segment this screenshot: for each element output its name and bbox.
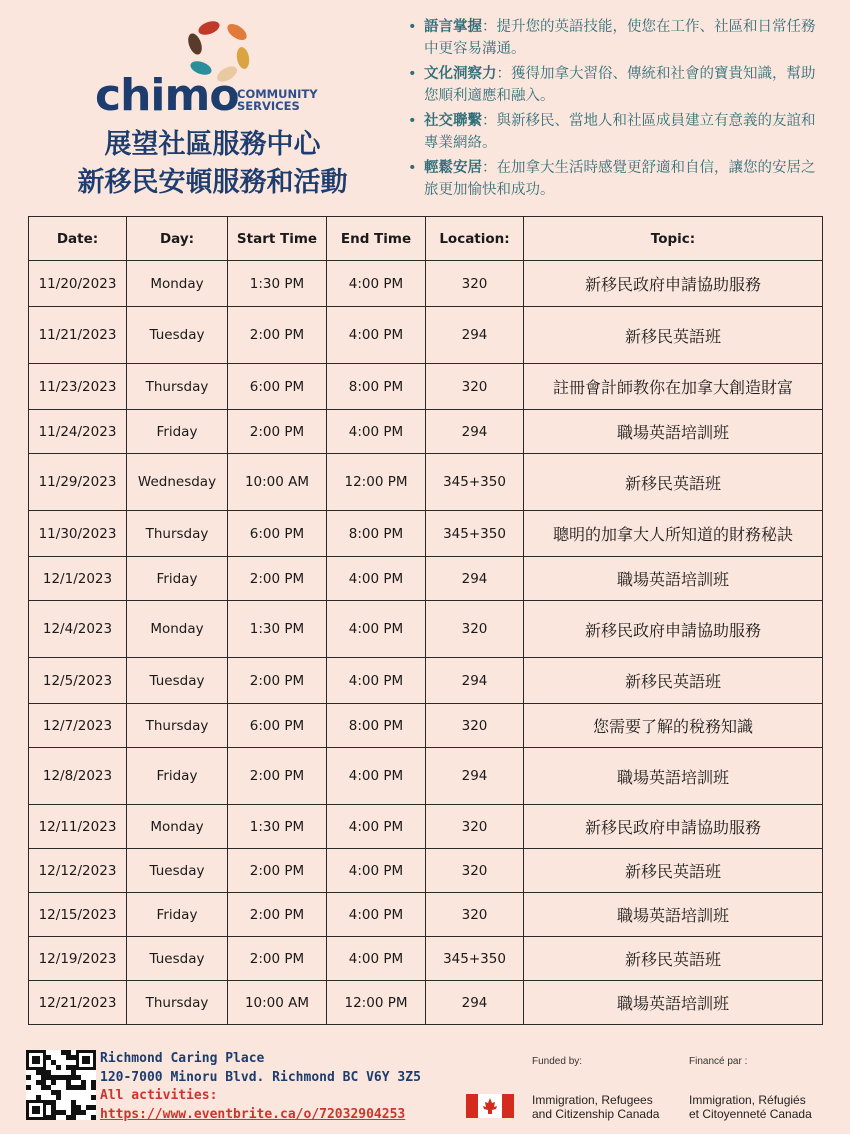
agency-fr-line2: et Citoyenneté Canada xyxy=(689,1107,812,1121)
cell-topic: 職場英語培訓班 xyxy=(524,557,823,601)
funded-by-en: Funded by: xyxy=(532,1056,583,1067)
funded-by-fr: Financé par : xyxy=(689,1056,748,1067)
agency-en-line1: Immigration, Refugees xyxy=(532,1093,653,1107)
cell-location: 320 xyxy=(426,805,524,849)
cell-end-time: 4:00 PM xyxy=(327,748,426,805)
brand-subtitle xyxy=(237,88,347,112)
cell-day: Friday xyxy=(127,748,228,805)
eventbrite-link[interactable]: https://www.eventbrite.ca/o/72032904253 xyxy=(100,1106,406,1122)
cell-day: Thursday xyxy=(127,704,228,748)
brand-name: chimo xyxy=(95,70,239,121)
cell-topic: 新移民英語班 xyxy=(524,849,823,893)
cell-day: Friday xyxy=(127,557,228,601)
cell-topic: 註冊會計師教你在加拿大創造財富 xyxy=(524,364,823,410)
cell-topic: 新移民政府申請協助服務 xyxy=(524,261,823,307)
cell-end-time: 4:00 PM xyxy=(327,307,426,364)
page-title-line1: 展望社區服務中心 xyxy=(104,129,321,160)
header-date: Date: xyxy=(29,217,127,261)
table-row xyxy=(29,849,823,893)
brand-sub-line2: SERVICES xyxy=(237,99,300,113)
agency-name-en xyxy=(532,1093,659,1121)
benefit-text: ：提升您的英語技能，使您在工作、社區和日常任務中更容易溝通。 xyxy=(424,19,816,57)
footer xyxy=(0,1046,850,1134)
cell-start-time: 2:00 PM xyxy=(228,849,327,893)
cell-topic: 職場英語培訓班 xyxy=(524,981,823,1025)
cell-location: 320 xyxy=(426,893,524,937)
cell-end-time: 12:00 PM xyxy=(327,981,426,1025)
cell-end-time: 4:00 PM xyxy=(327,557,426,601)
cell-date: 12/15/2023 xyxy=(29,893,127,937)
cell-start-time: 2:00 PM xyxy=(228,658,327,704)
cell-date: 12/12/2023 xyxy=(29,849,127,893)
benefit-term: 語言掌握 xyxy=(424,19,482,35)
benefit-term: 輕鬆安居 xyxy=(424,160,482,176)
benefit-text: ：與新移民、當地人和社區成員建立有意義的友誼和專業網絡。 xyxy=(424,113,816,151)
cell-start-time: 1:30 PM xyxy=(228,261,327,307)
header-location: Location: xyxy=(426,217,524,261)
table-header-row xyxy=(29,217,823,261)
table-row xyxy=(29,557,823,601)
cell-topic: 新移民英語班 xyxy=(524,937,823,981)
table-row xyxy=(29,893,823,937)
cell-start-time: 2:00 PM xyxy=(228,748,327,805)
cell-end-time: 8:00 PM xyxy=(327,511,426,557)
cell-location: 320 xyxy=(426,704,524,748)
cell-day: Thursday xyxy=(127,364,228,410)
cell-topic: 您需要了解的稅務知識 xyxy=(524,704,823,748)
agency-fr-line1: Immigration, Réfugiés xyxy=(689,1093,806,1107)
cell-topic: 職場英語培訓班 xyxy=(524,748,823,805)
benefit-item xyxy=(408,16,823,60)
cell-day: Tuesday xyxy=(127,307,228,364)
benefit-term: 社交聯繫 xyxy=(424,113,482,129)
header-topic: Topic: xyxy=(524,217,823,261)
cell-start-time: 2:00 PM xyxy=(228,893,327,937)
table-row xyxy=(29,601,823,658)
table-row xyxy=(29,805,823,849)
cell-day: Tuesday xyxy=(127,658,228,704)
cell-end-time: 4:00 PM xyxy=(327,937,426,981)
benefit-text: ：在加拿大生活時感覺更舒適和自信，讓您的安居之旅更加愉快和成功。 xyxy=(424,160,816,198)
cell-location: 320 xyxy=(426,364,524,410)
cell-location: 345+350 xyxy=(426,454,524,511)
table-row xyxy=(29,658,823,704)
cell-date: 12/21/2023 xyxy=(29,981,127,1025)
table-row xyxy=(29,937,823,981)
cell-start-time: 2:00 PM xyxy=(228,307,327,364)
cell-day: Tuesday xyxy=(127,937,228,981)
cell-end-time: 4:00 PM xyxy=(327,893,426,937)
page-title-line2: 新移民安頓服務和活動 xyxy=(77,167,348,198)
cell-location: 320 xyxy=(426,601,524,658)
benefit-item xyxy=(408,63,823,107)
benefit-item xyxy=(408,110,823,154)
cell-end-time: 4:00 PM xyxy=(327,261,426,307)
cell-date: 11/29/2023 xyxy=(29,454,127,511)
cell-topic: 新移民英語班 xyxy=(524,658,823,704)
agency-name-fr xyxy=(689,1093,812,1121)
cell-topic: 新移民政府申請協助服務 xyxy=(524,805,823,849)
cell-start-time: 6:00 PM xyxy=(228,364,327,410)
cell-day: Thursday xyxy=(127,511,228,557)
benefit-term: 文化洞察力 xyxy=(424,66,497,82)
qr-code-icon[interactable] xyxy=(26,1050,96,1120)
cell-day: Friday xyxy=(127,410,228,454)
table-row xyxy=(29,704,823,748)
cell-end-time: 4:00 PM xyxy=(327,658,426,704)
cell-end-time: 12:00 PM xyxy=(327,454,426,511)
cell-end-time: 4:00 PM xyxy=(327,601,426,658)
cell-day: Wednesday xyxy=(127,454,228,511)
cell-location: 320 xyxy=(426,849,524,893)
cell-location: 294 xyxy=(426,658,524,704)
cell-topic: 新移民英語班 xyxy=(524,307,823,364)
cell-topic: 聰明的加拿大人所知道的財務秘訣 xyxy=(524,511,823,557)
table-row xyxy=(29,364,823,410)
cell-start-time: 2:00 PM xyxy=(228,557,327,601)
header-end-time: End Time xyxy=(327,217,426,261)
chimo-logo xyxy=(95,18,335,121)
cell-location: 294 xyxy=(426,307,524,364)
benefits-list xyxy=(408,16,823,204)
cell-date: 12/7/2023 xyxy=(29,704,127,748)
cell-start-time: 6:00 PM xyxy=(228,511,327,557)
cell-end-time: 4:00 PM xyxy=(327,849,426,893)
cell-start-time: 2:00 PM xyxy=(228,937,327,981)
cell-location: 294 xyxy=(426,557,524,601)
cell-topic: 職場英語培訓班 xyxy=(524,410,823,454)
table-row xyxy=(29,454,823,511)
activities-label: All activities: xyxy=(100,1088,218,1103)
cell-date: 12/1/2023 xyxy=(29,557,127,601)
cell-day: Friday xyxy=(127,893,228,937)
address-line: 120-7000 Minoru Blvd. Richmond BC V6Y 3Z5 xyxy=(100,1069,421,1085)
venue-name: Richmond Caring Place xyxy=(100,1051,265,1066)
cell-day: Tuesday xyxy=(127,849,228,893)
cell-day: Monday xyxy=(127,601,228,658)
cell-end-time: 8:00 PM xyxy=(327,364,426,410)
table-row xyxy=(29,410,823,454)
cell-location: 294 xyxy=(426,981,524,1025)
cell-end-time: 4:00 PM xyxy=(327,410,426,454)
brand-sub-line1: COMMUNITY xyxy=(237,87,318,101)
cell-start-time: 1:30 PM xyxy=(228,805,327,849)
cell-topic: 新移民政府申請協助服務 xyxy=(524,601,823,658)
cell-date: 12/11/2023 xyxy=(29,805,127,849)
cell-topic: 新移民英語班 xyxy=(524,454,823,511)
cell-topic: 職場英語培訓班 xyxy=(524,893,823,937)
header-day: Day: xyxy=(127,217,228,261)
cell-date: 11/30/2023 xyxy=(29,511,127,557)
table-row xyxy=(29,261,823,307)
cell-date: 11/24/2023 xyxy=(29,410,127,454)
header-start-time: Start Time xyxy=(228,217,327,261)
table-row xyxy=(29,748,823,805)
canada-flag-icon xyxy=(466,1094,514,1118)
table-row xyxy=(29,307,823,364)
cell-start-time: 6:00 PM xyxy=(228,704,327,748)
cell-date: 11/21/2023 xyxy=(29,307,127,364)
cell-day: Thursday xyxy=(127,981,228,1025)
benefit-item xyxy=(408,157,823,201)
cell-start-time: 1:30 PM xyxy=(228,601,327,658)
cell-location: 294 xyxy=(426,748,524,805)
cell-date: 12/8/2023 xyxy=(29,748,127,805)
agency-en-line2: and Citizenship Canada xyxy=(532,1107,660,1121)
cell-start-time: 10:00 AM xyxy=(228,454,327,511)
schedule-table xyxy=(28,216,823,1025)
cell-location: 320 xyxy=(426,261,524,307)
cell-day: Monday xyxy=(127,805,228,849)
cell-date: 12/19/2023 xyxy=(29,937,127,981)
cell-location: 345+350 xyxy=(426,511,524,557)
cell-date: 12/5/2023 xyxy=(29,658,127,704)
cell-date: 11/20/2023 xyxy=(29,261,127,307)
venue-address xyxy=(100,1050,421,1124)
cell-end-time: 8:00 PM xyxy=(327,704,426,748)
benefit-text: ：獲得加拿大習俗、傳統和社會的寶貴知識，幫助您順利適應和融入。 xyxy=(424,66,816,104)
cell-start-time: 10:00 AM xyxy=(228,981,327,1025)
table-row xyxy=(29,981,823,1025)
table-row xyxy=(29,511,823,557)
cell-date: 12/4/2023 xyxy=(29,601,127,658)
cell-location: 345+350 xyxy=(426,937,524,981)
cell-start-time: 2:00 PM xyxy=(228,410,327,454)
cell-date: 11/23/2023 xyxy=(29,364,127,410)
cell-location: 294 xyxy=(426,410,524,454)
cell-end-time: 4:00 PM xyxy=(327,805,426,849)
cell-day: Monday xyxy=(127,261,228,307)
